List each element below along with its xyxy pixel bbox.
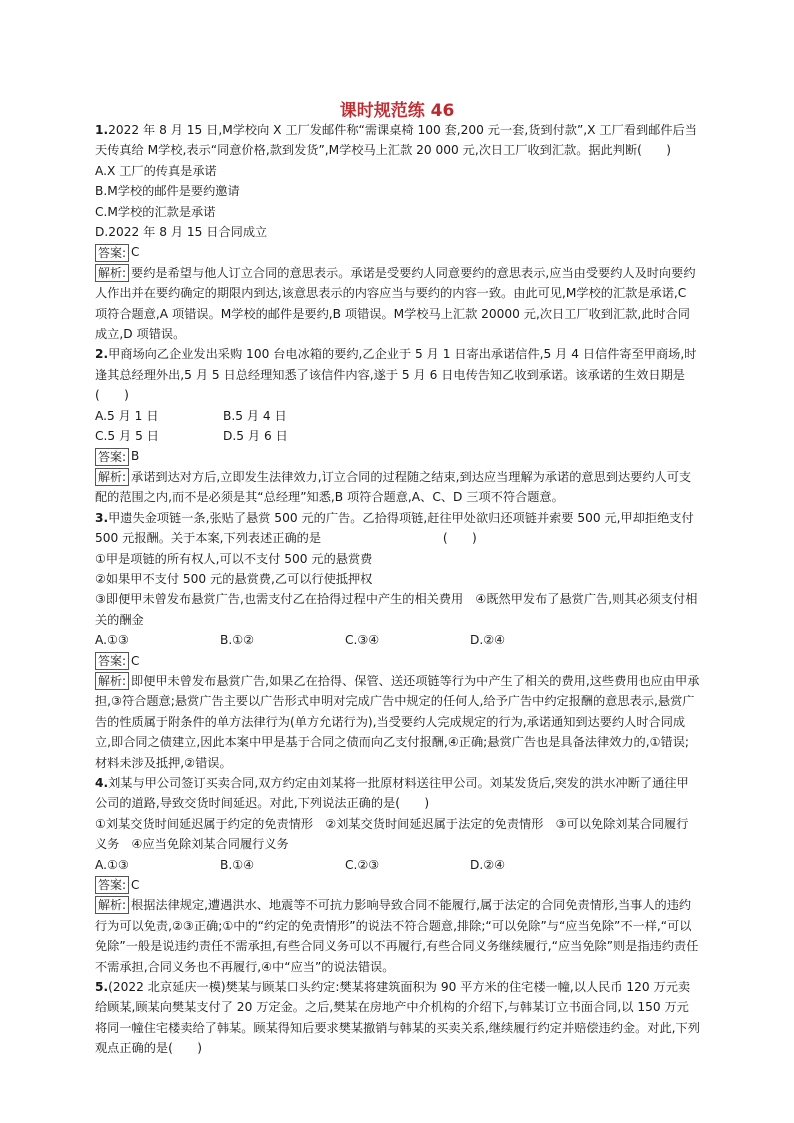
question-stem: 5.(2022 北京延庆一模)樊某与顾某口头约定:樊某将建筑面积为 90 平方米的住宅楼一幢,以人民币 120 万元卖给顾某,顾某向樊某支付了 20 万定金。之后,樊某在房地产中介机构的介绍下,与韩某订立书面合同,以 150 万元将同一幢住宅楼卖给了韩某。顾某得知后要求樊某撤销与韩某的买卖关系,继续履行约定并赔偿违约金。对此,下列观点正确的是( ) <box>95 980 700 1056</box>
option-d: D.②④ <box>470 633 506 648</box>
explanation: 解析: 即便甲未曾发布悬赏广告,如果乙在拾得、保管、送还项链等行为中产生了相关的费用,这些费用也应由甲承担,③符合题意;悬赏广告主要以广告形式申明对完成广告中规定的任何人,给予广告中约定报酬的意思表示,悬赏广告的性质属于附条件的单方法律行为(单方允诺行为),当受要约人完成规定的行为,承诺通知到达要约人时合同成立,即合同之债建立,因此本案中甲是基于合同之债而向乙支付报酬,④正确;悬赏广告也是具备法律效力的,①错误;材料未涉及抵押,②错误。 <box>95 673 700 770</box>
question-4 <box>95 773 700 977</box>
option-b: B.①② <box>220 633 255 648</box>
options-row <box>95 406 700 426</box>
answer-line <box>95 242 700 262</box>
answer-label: 答案: <box>95 652 129 670</box>
question-list <box>95 120 700 1059</box>
question-1 <box>95 120 700 344</box>
explanation-label: 解析: <box>95 468 129 486</box>
option-c: C.5 月 5 日 <box>95 429 159 444</box>
question-stem: 2.甲商场向乙企业发出采购 100 台电冰箱的要约,乙企业于 5 月 1 日寄出承诺信件,5 月 4 日信件寄至甲商场,时逢其总经理外出,5 月 5 日总经理知悉了该信件内容,遂于 5 月 6 日电传告知乙收到承诺。该承诺的生效日期是( ) <box>95 347 697 403</box>
question-5 <box>95 977 700 1059</box>
answer-label: 答案: <box>95 876 129 894</box>
options-row <box>95 855 700 875</box>
answer-value: B <box>131 449 140 464</box>
option-c: C.③④ <box>345 633 380 648</box>
page-title: 课时规范练 46 <box>339 101 455 121</box>
option-d: D.②④ <box>470 857 506 872</box>
question-stem: 4.刘某与甲公司签订买卖合同,双方约定由刘某将一批原材料送往甲公司。刘某发货后,突发的洪水冲断了通往甲公司的道路,导致交货时间延迟。对此,下列说法正确的是( ) <box>95 775 689 811</box>
option-a: A.①③ <box>95 857 129 872</box>
question-stem: 3.甲遗失金项链一条,张贴了悬赏 500 元的广告。乙拾得项链,赶往甲处欲归还项链并索要 500 元,甲却拒绝支付 500 元报酬。关于本案,下列表述正确的是 ( ) <box>95 510 694 546</box>
answer-value: C <box>131 653 140 668</box>
answer-line <box>95 651 700 671</box>
statement-1: ①甲是项链的所有权人,可以不支付 500 元的悬赏费 <box>95 551 373 566</box>
explanation: 解析: 要约是希望与他人订立合同的意思表示。承诺是受要约人同意要约的意思表示,应当由受要约人及时向要约人作出并在要约确定的期限内到达,该意思表示的内容应当与要约的内容一致。由此可见,M学校的汇款是承诺,C 项符合题意,A 项错误。M学校的邮件是要约,B 项错误。M学校马上汇款 20000 元,次日工厂收到汇款,此时合同成立,D 项错误。 <box>95 265 696 342</box>
options-row <box>95 630 700 650</box>
option-a: A.5 月 1 日 <box>95 408 159 423</box>
option-a: A.①③ <box>95 633 129 648</box>
statement-3-4: ③即便甲未曾发布悬赏广告,也需支付乙在拾得过程中产生的相关费用 ④既然甲发布了悬赏广告,则其必须支付相关的酬金 <box>95 592 698 627</box>
answer-label: 答案: <box>95 448 129 466</box>
option-c: C.M学校的汇款是承诺 <box>95 204 216 219</box>
answer-value: C <box>131 877 140 892</box>
explanation-label: 解析: <box>95 264 129 282</box>
explanation-label: 解析: <box>95 672 129 690</box>
answer-label: 答案: <box>95 244 129 262</box>
option-d: D.2022 年 8 月 15 日合同成立 <box>95 225 268 240</box>
question-2 <box>95 344 700 507</box>
option-b: B.M学校的邮件是要约邀请 <box>95 184 240 199</box>
question-stem: 1.2022 年 8 月 15 日,M学校向 X 工厂发邮件称“需课桌椅 100 套,200 元一套,货到付款”,X 工厂看到邮件后当天传真给 M学校,表示“同意价格,款到发货”,M学校马上汇款 20 000 元,次日工厂收到汇款。据此判断( ) <box>95 123 697 158</box>
answer-line <box>95 875 700 895</box>
statement-2: ②如果甲不支付 500 元的悬赏费,乙可以行使抵押权 <box>95 571 373 586</box>
option-b: B.①④ <box>220 857 255 872</box>
question-number: 5. <box>95 980 109 994</box>
option-d: D.5 月 6 日 <box>223 429 288 444</box>
question-number: 4. <box>95 775 109 790</box>
option-b: B.5 月 4 日 <box>223 408 287 423</box>
explanation: 解析: 根据法律规定,遭遇洪水、地震等不可抗力影响导致合同不能履行,属于法定的合同免责情形,当事人的违约行为可以免责,②③正确;①中的“约定的免责情形”的说法不符合题意,排除;“可以免除”与“应当免除”不一样,“可以免除”一般是说违约责任不需承担,有些合同义务可以不再履行,有些合同义务继续履行,“应当免除”则是指违约责任不需承担,合同义务也不再履行,④中“应当”的说法错误。 <box>95 898 699 974</box>
options-row <box>95 426 700 446</box>
question-3 <box>95 508 700 773</box>
question-number: 3. <box>95 510 109 525</box>
option-c: C.②③ <box>345 857 380 872</box>
explanation-label: 解析: <box>95 896 129 914</box>
answer-value: C <box>131 245 140 260</box>
statements: ①刘某交货时间延迟属于约定的免责情形 ②刘某交货时间延迟属于法定的免责情形 ③可以免除刘某合同履行义务 ④应当免除刘某合同履行义务 <box>95 816 689 852</box>
question-number: 2. <box>95 347 109 362</box>
question-number: 1. <box>95 123 109 137</box>
explanation: 解析: 承诺到达对方后,立即发生法律效力,订立合同的过程随之结束,到达应当理解为承诺的意思到达要约人可支配的范围之内,而不是必须是其“总经理”知悉,B 项符合题意,A、C、D 三项不符合题意。 <box>95 469 692 505</box>
answer-line <box>95 446 700 466</box>
option-a: A.X 工厂的传真是承诺 <box>95 163 217 178</box>
